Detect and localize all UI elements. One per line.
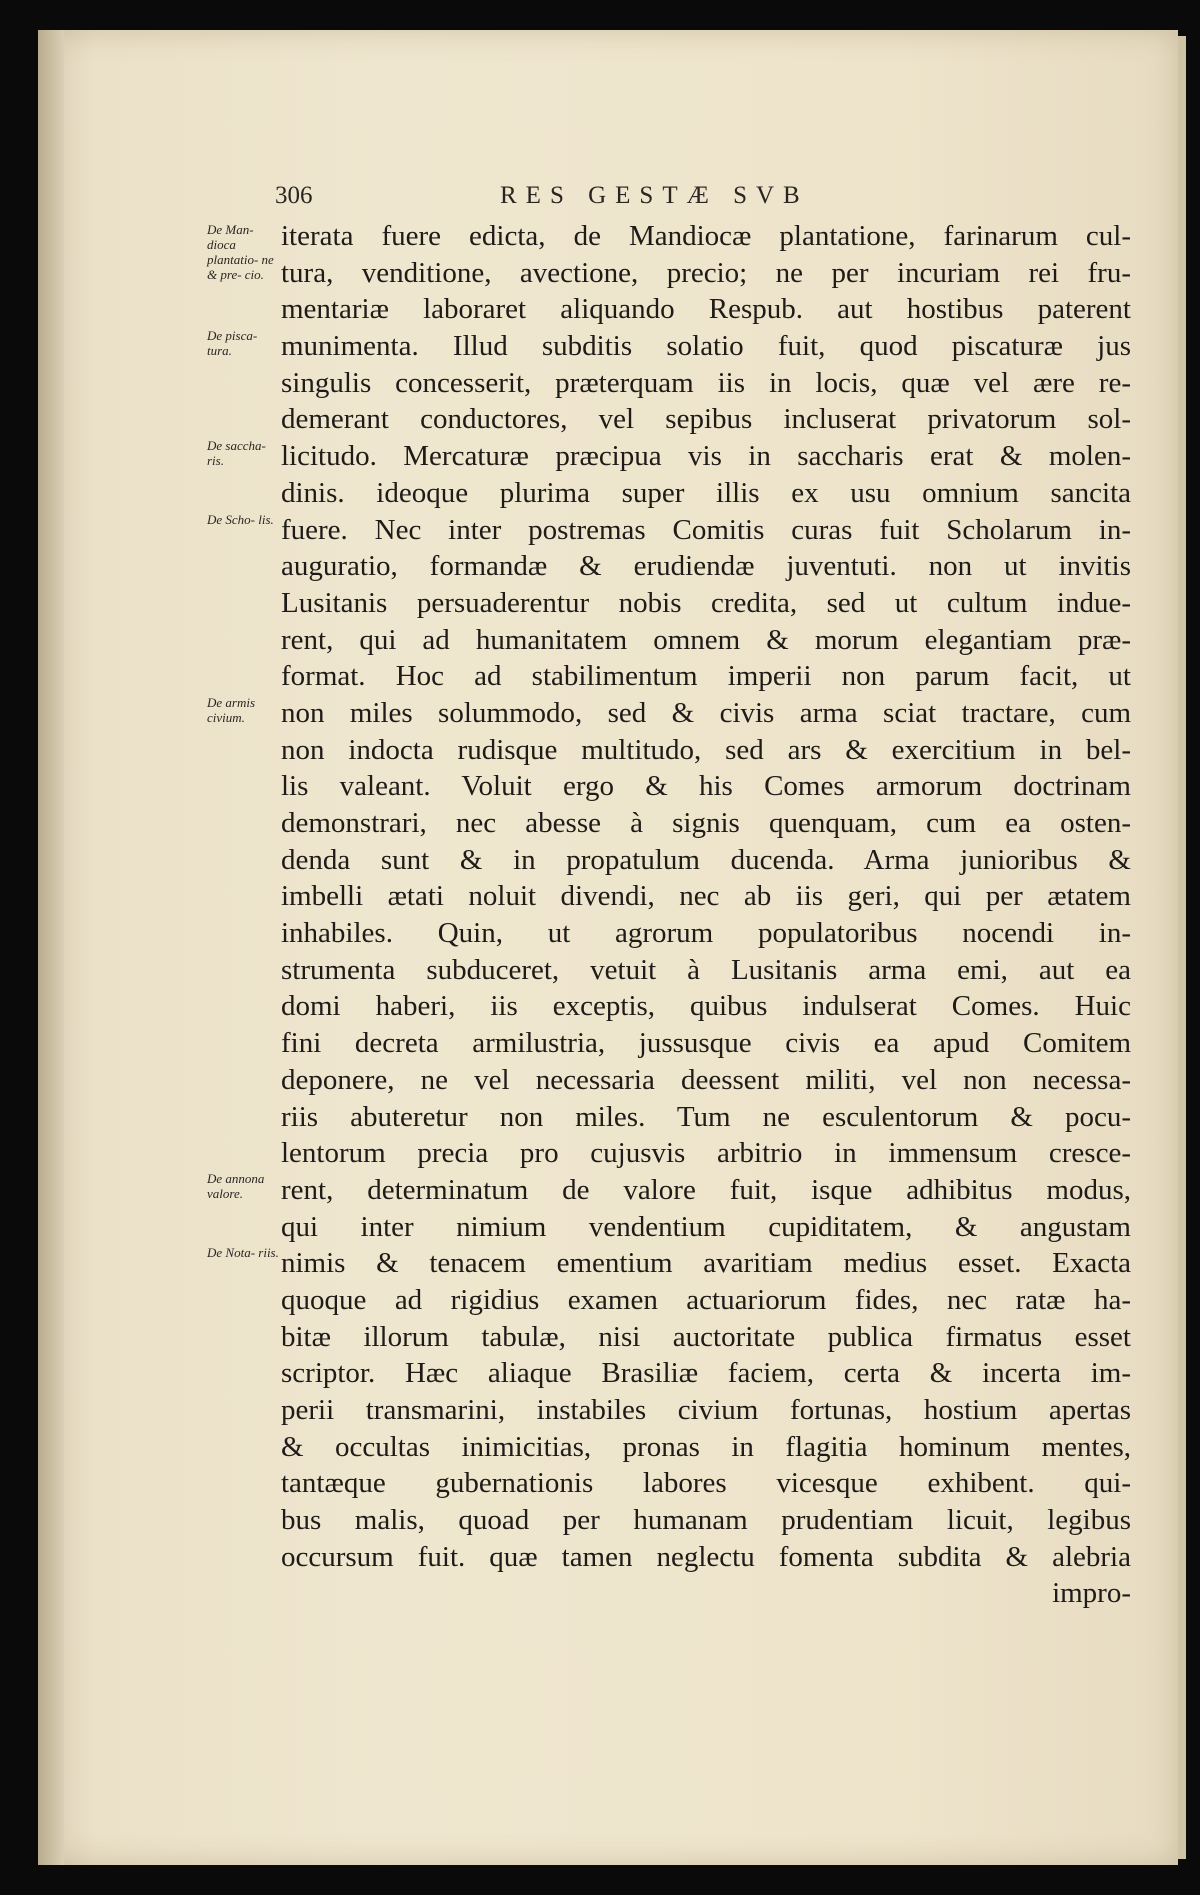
text-line: non miles solummodo, sed & civis arma sciat tractare, cum	[281, 696, 1131, 729]
text-line: tura, venditione, avectione, precio; ne per incuriam rei fru-	[281, 256, 1131, 289]
text-line: non indocta rudisque multitudo, sed ars & exercitium in bel-	[281, 733, 1131, 766]
text-line: singulis concesserit, præterquam iis in locis, quæ vel ære re-	[281, 366, 1131, 399]
book-page	[38, 30, 1178, 1865]
marginal-note: De Nota- riis.	[207, 1245, 279, 1260]
text-line: scriptor. Hæc aliaque Brasiliæ faciem, certa & incerta im-	[281, 1357, 1131, 1390]
text-line: Lusitanis persuaderentur nobis credita, sed ut cultum indue-	[281, 586, 1131, 619]
text-line: deponere, ne vel necessaria deessent militi, vel non necessa-	[281, 1063, 1131, 1096]
text-line: licitudo. Mercaturæ præcipua vis in saccharis erat & molen-	[281, 440, 1131, 473]
marginal-note: De saccha- ris.	[207, 438, 266, 468]
text-line: bitæ illorum tabulæ, nisi auctoritate publica firmatus esset	[281, 1320, 1131, 1353]
text-line: perii transmarini, instabiles civium fortunas, hostium apertas	[281, 1394, 1131, 1426]
running-head: RES GESTÆ SVB	[500, 182, 809, 209]
marginal-note: De Scho- lis.	[207, 512, 274, 527]
text-line: munimenta. Illud subditis solatio fuit, quod piscaturæ jus	[281, 330, 1131, 363]
marginal-note: De armis civium.	[207, 695, 256, 725]
text-line: riis abuteretur non miles. Tum ne esculentorum & pocu-	[281, 1100, 1131, 1133]
marginal-note: De Man- dioca plantatio- ne & pre- cio.	[207, 222, 274, 282]
text-line: lis valeant. Voluit ergo & his Comes armorum doctrinam	[281, 770, 1131, 803]
text-line: occursum fuit. quæ tamen neglectu fomenta subdita & alebria	[281, 1540, 1131, 1573]
text-line: rent, determinatum de valore fuit, isque adhibitus modus,	[281, 1173, 1131, 1206]
text-line: nimis & tenacem ementium avaritiam medius esset. Exacta	[281, 1247, 1131, 1280]
text-line: fini decreta armilustria, jussusque civis ea apud Comitem	[281, 1027, 1131, 1060]
text-line: domi haberi, iis exceptis, quibus indulserat Comes. Huic	[281, 990, 1131, 1023]
body-text	[281, 218, 1131, 1612]
text-line: quoque ad rigidius examen actuariorum fides, nec ratæ ha-	[281, 1283, 1131, 1316]
page-number: 306	[275, 182, 313, 209]
text-line: format. Hoc ad stabilimentum imperii non parum facit, ut	[281, 660, 1131, 693]
text-line: auguratio, formandæ & erudiendæ juventuti. non ut invitis	[281, 550, 1131, 583]
text-line: lentorum precia pro cujusvis arbitrio in immensum cresce-	[281, 1137, 1131, 1170]
text-line: demonstrari, nec abesse à signis quenquam, cum ea osten-	[281, 807, 1131, 839]
text-line: qui inter nimium vendentium cupiditatem, & angustam	[281, 1210, 1131, 1243]
marginal-note: De pisca- tura.	[207, 328, 258, 358]
text-line: bus malis, quoad per humanam prudentiam licuit, legibus	[281, 1504, 1131, 1537]
text-line: tantæque gubernationis labores vicesque exhibent. qui-	[281, 1467, 1131, 1500]
page-header	[38, 182, 1178, 222]
text-line: imbelli ætati noluit divendi, nec ab iis geri, qui per ætatem	[281, 880, 1131, 913]
text-line: strumenta subduceret, vetuit à Lusitanis arma emi, aut ea	[281, 953, 1131, 986]
text-line: dinis. ideoque plurima super illis ex usu omnium sancita	[281, 476, 1131, 509]
text-line: demerant conductores, vel sepibus incluserat privatorum sol-	[281, 403, 1131, 436]
text-line: & occultas inimicitias, pronas in flagitia hominum mentes,	[281, 1430, 1131, 1463]
catchword: impro-	[1052, 1577, 1131, 1610]
text-line: iterata fuere edicta, de Mandiocæ plantatione, farinarum cul-	[281, 220, 1131, 252]
text-line: mentariæ laboraret aliquando Respub. aut hostibus paterent	[281, 293, 1131, 326]
text-line: rent, qui ad humanitatem omnem & morum elegantiam præ-	[281, 623, 1131, 656]
marginal-note: De annona valore.	[207, 1171, 265, 1201]
text-line: fuere. Nec inter postremas Comitis curas fuit Scholarum in-	[281, 513, 1131, 546]
text-line: denda sunt & in propatulum ducenda. Arma junioribus &	[281, 843, 1131, 876]
text-line: inhabiles. Quin, ut agrorum populatoribus nocendi in-	[281, 917, 1131, 950]
